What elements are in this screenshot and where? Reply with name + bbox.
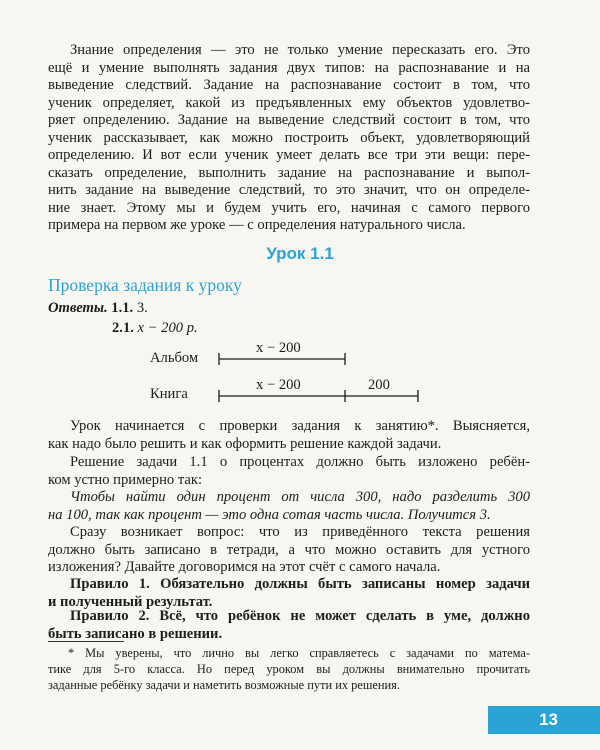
answer-2-value: x − 200 р.	[137, 320, 198, 336]
footnote: * Мы уверены, что лично вы легко справляетесь с задачами по матема- тике для 5-го класса. Но перед уроком вы должны внимательно прочитать заданные ребёнку задачи и наметить возможные пути их решения.	[48, 646, 530, 692]
footnote-separator	[48, 641, 124, 642]
lesson-title: Урок 1.1	[266, 244, 334, 263]
intro-paragraph: Знание определения — это не только умение пересказать его. Это ещё и умение выполнять задания двух типов: на распознавание и на выведение следствий. Задание на распознавание состоит в том, что ученик определяет, какой из предъявленных ему объектов удовлетво- ряет определению. Задание на выведение следствий состоит в том, что ученик рассказывает, как можно построить объект, удовлетворяющий определению. И вот если ученик умеет делать все три эти вещи: пере- сказать определение, выполнить задание на распознавание и выпол- нить задание на выведение следствий, то это значит, что он определе- ние знает. Этому мы и будем учить его, начиная с самого первого примера на первом же уроке — с определения натурального числа.	[48, 42, 530, 233]
book-segment1-label: x − 200	[256, 377, 301, 393]
answers-label: Ответы	[48, 300, 104, 316]
lesson-start-paragraph: Урок начинается с проверки задания к занятию*. Выясняется, как надо было решить и как оформить решение каждой задачи.	[48, 418, 530, 452]
answer-1-value: 3.	[136, 300, 148, 316]
answer-1-number: 1.1.	[111, 300, 134, 316]
section-title: Проверка задания к уроку	[48, 275, 242, 295]
book-segment2-label: 200	[368, 377, 390, 393]
oral-solution: Чтобы найти один процент от числа 300, надо разделить 300	[70, 489, 530, 505]
answers-line: Ответы. 1.1. 3.	[48, 300, 148, 316]
question-paragraph: Сразу возникает вопрос: что из приведённого текста решения должно быть записано в тетради, а что можно оставить для устного изложения? Давайте договоримся на этот счёт с самого начала.	[48, 524, 530, 575]
album-segment-label: x − 200	[256, 340, 301, 356]
rule-2: Правило 2. Всё, что ребёнок не может сделать в уме, должно быть записано в решении.	[48, 608, 530, 642]
solution-paragraph: Решение задачи 1.1 о процентах должно быть изложено ребён- ком устно примерно так: Чтобы найти один процент от числа 300, надо разделить 300 на 100, так как процент — это одна сотая часть числа. Получится 3.	[48, 454, 530, 523]
book-label: Книга	[150, 386, 188, 402]
answer-2-number: 2.1.	[112, 320, 134, 336]
page-number: 13	[539, 710, 558, 729]
rule-1: Правило 1. Обязательно должны быть записаны номер задачи и полученный результат.	[48, 576, 530, 610]
album-label: Альбом	[150, 350, 199, 366]
